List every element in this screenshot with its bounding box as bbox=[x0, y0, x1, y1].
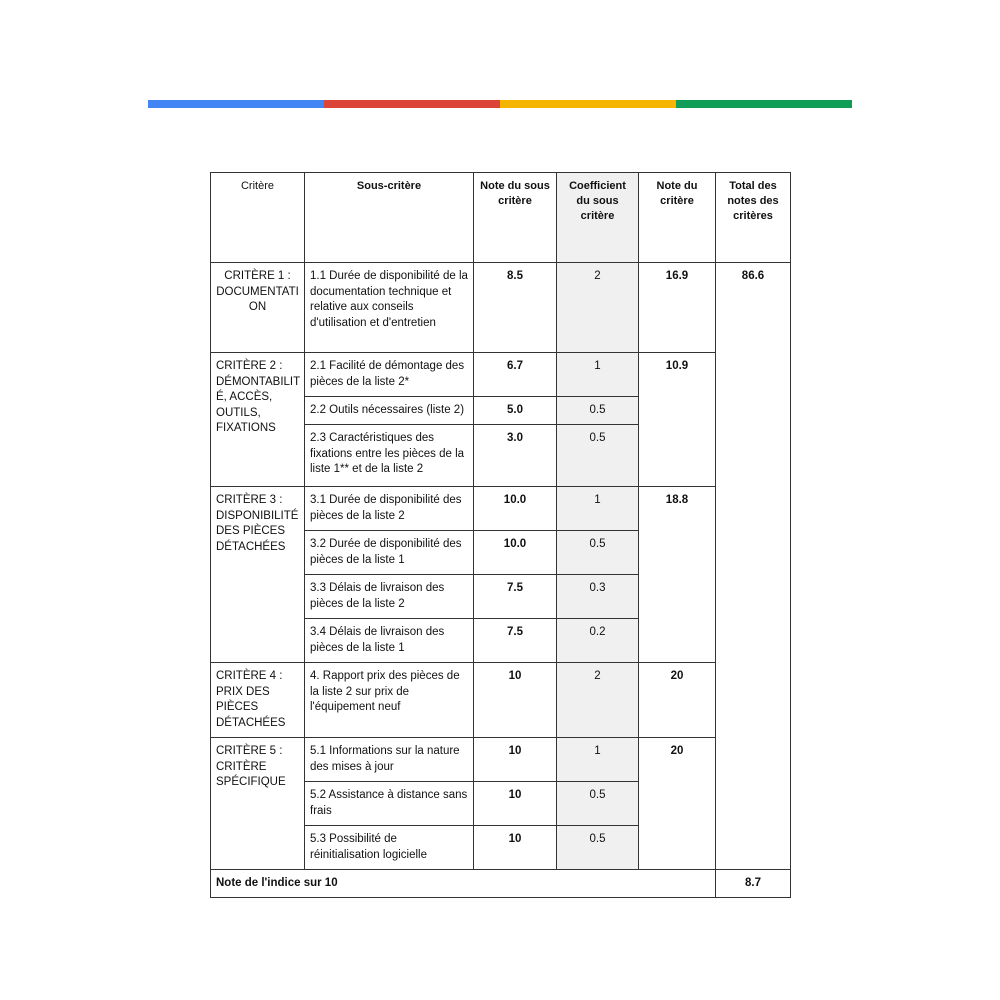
subcriterion-note: 10 bbox=[474, 826, 557, 870]
header-sous-critere: Sous-critère bbox=[305, 173, 474, 263]
table-row bbox=[211, 738, 791, 782]
header-coefficient: Coefficient du sous critère bbox=[557, 173, 639, 263]
subcriterion-note: 7.5 bbox=[474, 619, 557, 663]
subcriterion-note: 10 bbox=[474, 738, 557, 782]
criterion-name: CRITÈRE 3 : DISPONIBILITÉ DES PIÈCES DÉTACHÉES bbox=[211, 487, 305, 663]
subcriterion-label: 4. Rapport prix des pièces de la liste 2 sur prix de l'équipement neuf bbox=[305, 663, 474, 738]
subcriterion-coefficient: 0.5 bbox=[557, 826, 639, 870]
index-label: Note de l'indice sur 10 bbox=[211, 870, 716, 898]
subcriterion-coefficient: 1 bbox=[557, 487, 639, 531]
subcriterion-label: 3.2 Durée de disponibilité des pièces de la liste 1 bbox=[305, 531, 474, 575]
subcriterion-coefficient: 1 bbox=[557, 738, 639, 782]
subcriterion-label: 3.4 Délais de livraison des pièces de la liste 1 bbox=[305, 619, 474, 663]
color-stripe-green bbox=[676, 100, 852, 108]
color-stripe bbox=[148, 100, 852, 108]
criterion-note: 20 bbox=[639, 663, 716, 738]
subcriterion-coefficient: 0.2 bbox=[557, 619, 639, 663]
criterion-note: 16.9 bbox=[639, 263, 716, 353]
table-row bbox=[211, 263, 791, 353]
color-stripe-yellow bbox=[500, 100, 676, 108]
subcriterion-label: 2.3 Caractéristiques des fixations entre les pièces de la liste 1** et de la liste 2 bbox=[305, 425, 474, 487]
subcriterion-coefficient: 2 bbox=[557, 663, 639, 738]
repairability-table bbox=[210, 172, 791, 898]
criterion-note: 10.9 bbox=[639, 353, 716, 487]
subcriterion-coefficient: 1 bbox=[557, 353, 639, 397]
subcriterion-label: 3.3 Délais de livraison des pièces de la liste 2 bbox=[305, 575, 474, 619]
subcriterion-coefficient: 0.5 bbox=[557, 531, 639, 575]
subcriterion-note: 10 bbox=[474, 782, 557, 826]
header-note-sous-critere: Note du sous critère bbox=[474, 173, 557, 263]
table-row bbox=[211, 353, 791, 397]
criterion-note: 18.8 bbox=[639, 487, 716, 663]
criterion-name: CRITÈRE 5 : CRITÈRE SPÉCIFIQUE bbox=[211, 738, 305, 870]
total-score: 86.6 bbox=[716, 263, 791, 870]
header-total: Total des notes des critères bbox=[716, 173, 791, 263]
subcriterion-note: 8.5 bbox=[474, 263, 557, 353]
subcriterion-coefficient: 0.5 bbox=[557, 782, 639, 826]
subcriterion-coefficient: 2 bbox=[557, 263, 639, 353]
subcriterion-coefficient: 0.5 bbox=[557, 425, 639, 487]
criterion-note: 20 bbox=[639, 738, 716, 870]
subcriterion-label: 5.2 Assistance à distance sans frais bbox=[305, 782, 474, 826]
header-critere: Critère bbox=[211, 173, 305, 263]
header-note-critere: Note du critère bbox=[639, 173, 716, 263]
subcriterion-note: 6.7 bbox=[474, 353, 557, 397]
subcriterion-label: 5.3 Possibilité de réinitialisation logicielle bbox=[305, 826, 474, 870]
subcriterion-label: 2.2 Outils nécessaires (liste 2) bbox=[305, 397, 474, 425]
criterion-name: CRITÈRE 4 : PRIX DES PIÈCES DÉTACHÉES bbox=[211, 663, 305, 738]
subcriterion-note: 10.0 bbox=[474, 487, 557, 531]
subcriterion-note: 5.0 bbox=[474, 397, 557, 425]
subcriterion-coefficient: 0.5 bbox=[557, 397, 639, 425]
subcriterion-label: 3.1 Durée de disponibilité des pièces de la liste 2 bbox=[305, 487, 474, 531]
color-stripe-red bbox=[324, 100, 500, 108]
subcriterion-coefficient: 0.3 bbox=[557, 575, 639, 619]
table-row bbox=[211, 663, 791, 738]
subcriterion-label: 2.1 Facilité de démontage des pièces de la liste 2* bbox=[305, 353, 474, 397]
table-row bbox=[211, 487, 791, 531]
color-stripe-blue bbox=[148, 100, 324, 108]
subcriterion-note: 10 bbox=[474, 663, 557, 738]
subcriterion-note: 10.0 bbox=[474, 531, 557, 575]
subcriterion-label: 1.1 Durée de disponibilité de la documentation technique et relative aux conseils d'utilisation et d'entretien bbox=[305, 263, 474, 353]
criterion-name: CRITÈRE 1 : DOCUMENTATI ON bbox=[211, 263, 305, 353]
header-row bbox=[211, 173, 791, 263]
footer-row bbox=[211, 870, 791, 898]
subcriterion-label: 5.1 Informations sur la nature des mises à jour bbox=[305, 738, 474, 782]
criterion-name: CRITÈRE 2 : DÉMONTABILIT É, ACCÈS, OUTILS, FIXATIONS bbox=[211, 353, 305, 487]
subcriterion-note: 3.0 bbox=[474, 425, 557, 487]
index-value: 8.7 bbox=[716, 870, 791, 898]
subcriterion-note: 7.5 bbox=[474, 575, 557, 619]
